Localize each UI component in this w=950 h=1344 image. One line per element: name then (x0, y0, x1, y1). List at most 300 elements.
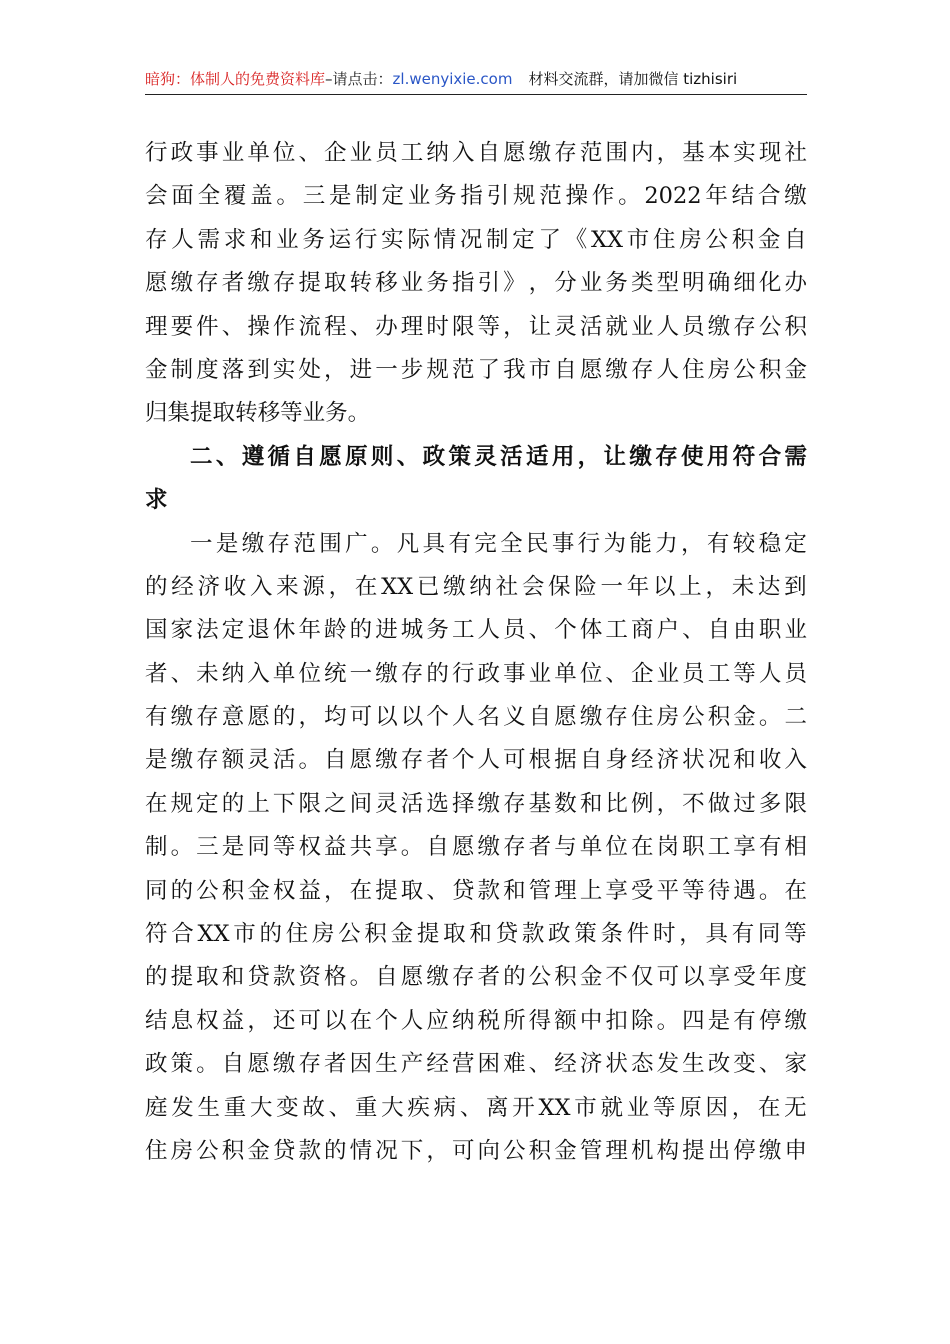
text-glyph: 人 (477, 747, 501, 774)
text-glyph: 经 (630, 747, 654, 774)
text-glyph: 愿 (579, 356, 603, 383)
text-glyph: 制 (170, 356, 194, 383)
text-glyph: 二 (190, 443, 213, 470)
text-glyph: 机 (630, 1137, 654, 1164)
text-glyph: 公 (682, 704, 705, 731)
text-glyph: 不 (605, 964, 628, 991)
text-glyph: 求 (145, 487, 168, 514)
text-glyph: 积 (221, 1137, 245, 1164)
text-glyph: 了 (538, 226, 562, 253)
text-glyph: 条 (600, 921, 624, 948)
text-glyph: 广 (345, 530, 368, 557)
text-glyph: 以 (400, 704, 424, 731)
text-glyph: 可 (656, 964, 680, 991)
text-glyph: 工 (400, 140, 424, 166)
text-glyph: 存 (400, 660, 424, 687)
text-glyph: 的 (324, 1137, 347, 1164)
text-glyph: 明 (682, 270, 705, 297)
text-glyph: 积 (707, 704, 731, 731)
text-glyph: 定 (196, 790, 219, 817)
text-glyph: 受 (630, 877, 654, 904)
text-glyph: 定 (512, 226, 535, 253)
text-glyph: 积 (364, 921, 387, 948)
text-glyph: 税 (477, 1007, 501, 1034)
text-glyph: 的 (272, 704, 296, 731)
text-glyph: 款 (521, 921, 545, 948)
text-glyph: 以 (652, 573, 676, 600)
text-glyph: 金 (390, 921, 414, 948)
text-glyph: 权 (298, 834, 321, 861)
text-glyph: 业 (784, 617, 807, 644)
text-glyph: 统 (324, 660, 347, 687)
header-url-link[interactable]: zl.wenyixie.com (392, 70, 513, 88)
text-glyph: 策 (448, 443, 471, 470)
text-glyph: 和 (579, 790, 603, 817)
text-glyph: 存 (272, 270, 296, 297)
text-glyph: 一 (349, 660, 373, 687)
text-glyph: 缴 (579, 704, 603, 731)
text-glyph: 到 (247, 356, 270, 383)
text-glyph: ， (577, 443, 601, 470)
text-glyph: 需 (197, 226, 220, 253)
text-glyph: 到 (784, 573, 807, 600)
text-glyph: 格 (324, 964, 347, 991)
text-glyph: 指 (451, 270, 475, 297)
text-glyph: 等 (784, 921, 807, 948)
text-glyph: 愿 (451, 834, 475, 861)
section-heading (145, 479, 807, 522)
text-glyph: 、 (328, 1094, 352, 1121)
text-glyph: 家 (170, 617, 194, 644)
text-glyph: 发 (656, 1051, 680, 1078)
text-glyph: XX (381, 573, 414, 600)
text-glyph: 同 (757, 921, 781, 948)
text-glyph: 引 (477, 270, 501, 297)
text-glyph: 做 (707, 790, 731, 817)
text-glyph: 政 (170, 140, 194, 166)
text-glyph: 上 (247, 790, 270, 817)
text-glyph: 、 (170, 660, 194, 687)
text-glyph: 是 (221, 834, 245, 861)
text-glyph: ， (328, 573, 352, 600)
text-glyph: 操 (247, 313, 270, 340)
text-glyph: ， (528, 270, 552, 297)
text-glyph: 一 (190, 530, 213, 557)
text-glyph: 市 (574, 1094, 597, 1121)
text-glyph: 均 (324, 704, 347, 731)
text-glyph: 例 (630, 790, 654, 817)
text-glyph: 一 (375, 356, 398, 383)
text-glyph: 存 (196, 704, 219, 731)
text-glyph: 化 (758, 270, 782, 297)
text-glyph: 自 (426, 834, 449, 861)
text-glyph: 内 (630, 140, 654, 166)
text-glyph: ， (681, 530, 704, 557)
text-glyph: 济 (656, 747, 680, 774)
text-glyph: 入 (247, 660, 270, 687)
text-glyph: 可 (298, 1007, 321, 1034)
text-glyph: 缴 (477, 790, 501, 817)
text-glyph: 事 (551, 530, 575, 557)
text-glyph: 范 (579, 140, 603, 166)
text-glyph: 比 (605, 790, 628, 817)
text-glyph: 规 (512, 183, 536, 210)
text-glyph: 退 (247, 617, 270, 644)
text-glyph: 、 (349, 313, 373, 340)
text-glyph: 积 (784, 313, 807, 340)
text-glyph: 。 (656, 1007, 680, 1034)
text-glyph: 社 (784, 140, 807, 166)
page-header (145, 64, 807, 95)
text-glyph: 相 (784, 834, 807, 861)
text-glyph: 金 (247, 877, 270, 904)
text-glyph: 择 (451, 790, 475, 817)
text-glyph: 金 (757, 226, 781, 253)
text-glyph: 中 (579, 1007, 603, 1034)
text-glyph: 政 (145, 1051, 168, 1078)
text-glyph: 实 (381, 226, 404, 253)
text-glyph: 公 (503, 1137, 526, 1164)
text-glyph: 愿 (349, 747, 373, 774)
text-glyph: 贷 (272, 1137, 296, 1164)
text-glyph: 运 (328, 226, 352, 253)
text-glyph: 有 (706, 530, 730, 557)
text-glyph: 取 (196, 964, 219, 991)
text-glyph: 享 (707, 964, 731, 991)
text-glyph: 、 (459, 1094, 483, 1121)
text-glyph: 作 (591, 183, 615, 210)
text-glyph: 自 (375, 964, 398, 991)
text-glyph: 疾 (407, 1094, 430, 1121)
text-glyph: 愿 (400, 964, 424, 991)
text-glyph: 完 (474, 530, 497, 557)
text-glyph: 有 (145, 704, 168, 731)
text-glyph: 限 (451, 313, 475, 340)
text-glyph: 取 (324, 270, 347, 297)
text-glyph: 者 (145, 660, 168, 687)
text-glyph: 民 (525, 530, 549, 557)
text-glyph: 可 (451, 1137, 475, 1164)
text-glyph: 享 (733, 834, 756, 861)
text-glyph: 益 (298, 877, 321, 904)
text-glyph: 能 (629, 530, 652, 557)
text-glyph: 盖 (250, 183, 273, 210)
paragraph-line (145, 219, 807, 262)
text-glyph: 业 (276, 226, 299, 253)
text-glyph: 、 (682, 617, 705, 644)
text-glyph: 共 (349, 834, 373, 861)
text-glyph: 三 (302, 183, 326, 210)
text-glyph: 在 (354, 573, 378, 600)
text-glyph: 需 (784, 443, 807, 470)
text-glyph: 务 (325, 400, 348, 427)
text-glyph: 大 (249, 1094, 273, 1121)
paragraph-line (145, 566, 807, 609)
text-glyph: 贷 (451, 877, 475, 904)
text-glyph: 发 (171, 1094, 194, 1121)
text-glyph: 的 (170, 877, 194, 904)
text-glyph: 重 (354, 1094, 378, 1121)
text-glyph: 房 (707, 356, 731, 383)
text-glyph: 具 (422, 530, 446, 557)
text-glyph: 我 (503, 356, 526, 383)
text-glyph: 务 (434, 183, 457, 210)
text-glyph: 灵 (375, 790, 398, 817)
text-glyph: 权 (272, 877, 296, 904)
text-glyph: 可 (349, 704, 373, 731)
text-glyph: 义 (503, 704, 526, 731)
text-glyph: 缴 (758, 1137, 782, 1164)
text-glyph: 自 (528, 704, 552, 731)
text-glyph: 人 (451, 704, 475, 731)
text-glyph: 应 (426, 1007, 449, 1034)
text-glyph: 规 (426, 356, 449, 383)
text-glyph: 会 (521, 573, 545, 600)
text-glyph: 办 (375, 313, 398, 340)
text-glyph: 经 (554, 1051, 577, 1078)
text-glyph: 会 (145, 183, 168, 210)
text-glyph: 公 (338, 921, 361, 948)
text-glyph: 家 (784, 1051, 807, 1078)
text-glyph: 则 (370, 443, 394, 470)
text-glyph: ， (679, 921, 702, 948)
text-glyph: 资 (298, 964, 321, 991)
text-glyph: 间 (349, 790, 373, 817)
text-glyph: 务 (302, 226, 325, 253)
paragraph-line (145, 1087, 807, 1130)
text-glyph: 时 (652, 921, 676, 948)
text-glyph: 具 (705, 921, 728, 948)
text-glyph: 人 (758, 660, 782, 687)
text-glyph: 合 (171, 921, 194, 948)
text-glyph: 缴 (375, 747, 398, 774)
text-glyph: 。 (170, 834, 194, 861)
text-glyph: 型 (656, 270, 680, 297)
text-glyph: 提 (170, 964, 194, 991)
text-glyph: 员 (682, 313, 705, 340)
text-glyph: 适 (525, 443, 549, 470)
text-glyph: 政 (422, 443, 446, 470)
text-glyph: 公 (196, 877, 219, 904)
text-glyph: 管 (528, 877, 552, 904)
text-glyph: 存 (503, 834, 526, 861)
text-glyph: 处 (298, 356, 321, 383)
text-glyph: 重 (223, 1094, 247, 1121)
text-glyph: 入 (451, 140, 475, 166)
text-glyph: 、 (528, 1051, 552, 1078)
text-glyph: 者 (477, 964, 501, 991)
text-glyph: 度 (784, 964, 807, 991)
text-glyph: 原 (679, 1094, 702, 1121)
text-glyph: 位 (272, 140, 296, 166)
text-glyph: 申 (784, 1137, 807, 1164)
text-glyph: 让 (603, 443, 627, 470)
text-glyph: 引 (486, 183, 510, 210)
text-glyph: 存 (630, 356, 654, 383)
text-glyph: 指 (460, 183, 483, 210)
text-glyph: 际 (407, 226, 430, 253)
text-glyph: 缴 (528, 140, 552, 166)
text-glyph: 存 (400, 747, 424, 774)
text-glyph: 全 (197, 183, 221, 210)
text-glyph: 济 (197, 573, 220, 600)
text-glyph: 《 (564, 226, 588, 253)
text-glyph: 二 (784, 704, 807, 731)
text-glyph: 者 (426, 747, 449, 774)
text-glyph: 额 (221, 747, 245, 774)
text-glyph: 政 (548, 921, 571, 948)
text-glyph: ， (731, 1094, 755, 1121)
text-glyph: 情 (433, 226, 457, 253)
text-glyph: 业 (528, 660, 552, 687)
text-glyph: XX (197, 921, 230, 948)
text-glyph: 况 (707, 747, 731, 774)
text-glyph: 存 (196, 270, 219, 297)
text-glyph: ， (426, 1137, 449, 1164)
text-glyph: XX (538, 1094, 571, 1121)
text-glyph: 积 (528, 1137, 552, 1164)
text-glyph: 基 (682, 140, 705, 166)
text-glyph: 了 (477, 356, 501, 383)
text-glyph: 结 (731, 183, 755, 210)
text-glyph: 愿 (247, 704, 270, 731)
text-glyph: 经 (426, 1051, 449, 1078)
text-glyph: 缴 (477, 834, 501, 861)
text-glyph: 况 (375, 1137, 398, 1164)
text-glyph: 上 (579, 877, 603, 904)
paragraph-line (145, 392, 807, 435)
text-glyph: 停 (733, 1137, 756, 1164)
text-glyph: 的 (349, 617, 373, 644)
text-glyph: 大 (381, 1094, 404, 1121)
paragraph-line (145, 1043, 807, 1086)
paragraph-line (145, 306, 807, 349)
text-glyph: 较 (732, 530, 756, 557)
text-glyph: 一 (600, 573, 624, 600)
text-glyph: 灵 (474, 443, 497, 470)
text-glyph: 人 (656, 356, 680, 383)
text-glyph: 自 (707, 617, 731, 644)
text-glyph: 由 (733, 617, 756, 644)
text-glyph: 人 (171, 226, 194, 253)
text-glyph: 的 (145, 573, 168, 600)
text-glyph: 在 (630, 834, 654, 861)
text-glyph: 源 (302, 573, 325, 600)
text-glyph: 入 (784, 747, 807, 774)
text-glyph: 合 (757, 183, 781, 210)
text-glyph: 自 (477, 140, 501, 166)
text-glyph: 事 (196, 140, 219, 166)
text-glyph: 实 (272, 356, 296, 383)
text-glyph: 人 (656, 313, 680, 340)
text-glyph: 活 (579, 313, 603, 340)
text-glyph: 人 (400, 1007, 424, 1034)
text-glyph: 缴 (784, 183, 807, 210)
text-glyph: 自 (784, 226, 807, 253)
text-glyph: 金 (784, 356, 807, 383)
text-glyph: 收 (223, 573, 247, 600)
text-glyph: 在 (349, 1007, 373, 1034)
paragraph-line (145, 175, 807, 218)
text-glyph: 类 (630, 270, 654, 297)
paragraph-line (145, 739, 807, 782)
text-glyph: 待 (707, 877, 731, 904)
text-glyph: 管 (579, 1137, 603, 1164)
text-glyph: 休 (272, 617, 296, 644)
text-glyph: 要 (170, 313, 194, 340)
text-glyph: 循 (267, 443, 291, 470)
text-glyph: 定 (784, 530, 807, 557)
text-glyph: 自 (293, 443, 316, 470)
text-glyph: 有 (758, 834, 782, 861)
text-glyph: 上 (679, 573, 702, 600)
text-glyph: 存 (298, 1051, 321, 1078)
text-glyph: 步 (400, 356, 424, 383)
text-glyph: 入 (249, 573, 273, 600)
text-glyph: 国 (145, 617, 168, 644)
text-glyph: 出 (707, 1137, 731, 1164)
text-glyph: 者 (324, 1051, 347, 1078)
text-glyph: 况 (459, 226, 483, 253)
text-glyph: 存 (605, 704, 628, 731)
text-glyph: 。 (347, 400, 371, 427)
text-glyph: 的 (426, 660, 449, 687)
text-glyph: 困 (477, 1051, 501, 1078)
text-glyph: 有 (731, 921, 755, 948)
text-glyph: 进 (375, 617, 398, 644)
text-glyph: 以 (324, 1007, 347, 1034)
text-glyph: 房 (311, 921, 335, 948)
text-glyph: 息 (170, 1007, 194, 1034)
text-glyph: 有 (733, 1007, 756, 1034)
text-glyph: 下 (272, 790, 296, 817)
paragraph-line (145, 1130, 807, 1173)
text-glyph: 缴 (170, 704, 194, 731)
text-glyph: 移 (375, 270, 398, 297)
text-glyph: 等 (652, 1094, 676, 1121)
text-glyph: 遇 (733, 877, 756, 904)
text-glyph: 益 (221, 1007, 245, 1034)
text-glyph: 无 (784, 1094, 807, 1121)
text-glyph: 策 (170, 1051, 194, 1078)
text-glyph: 收 (758, 747, 782, 774)
text-glyph: 限 (298, 790, 321, 817)
text-glyph: 存 (554, 140, 577, 166)
text-glyph: 和 (221, 964, 245, 991)
text-glyph: 不 (682, 790, 705, 817)
text-glyph: 力 (655, 530, 678, 557)
text-glyph: 在 (784, 877, 807, 904)
text-glyph: 因 (705, 1094, 728, 1121)
text-glyph: 、 (215, 443, 239, 470)
text-glyph: 现 (758, 140, 782, 166)
text-glyph: 生 (197, 1094, 220, 1121)
text-glyph: 程 (324, 313, 347, 340)
text-glyph: 职 (758, 617, 782, 644)
text-glyph: 和 (249, 226, 273, 253)
text-glyph: 活 (272, 747, 296, 774)
text-glyph: 、 (396, 443, 420, 470)
text-glyph: 凡 (396, 530, 420, 557)
text-glyph: 缴 (272, 1051, 296, 1078)
text-glyph: 金 (733, 704, 756, 731)
text-glyph: 市 (626, 226, 650, 253)
text-glyph: 益 (324, 834, 347, 861)
text-glyph: 缴 (707, 313, 731, 340)
text-glyph: 还 (272, 1007, 296, 1034)
text-glyph: 提 (416, 921, 440, 948)
text-glyph: 款 (272, 964, 296, 991)
